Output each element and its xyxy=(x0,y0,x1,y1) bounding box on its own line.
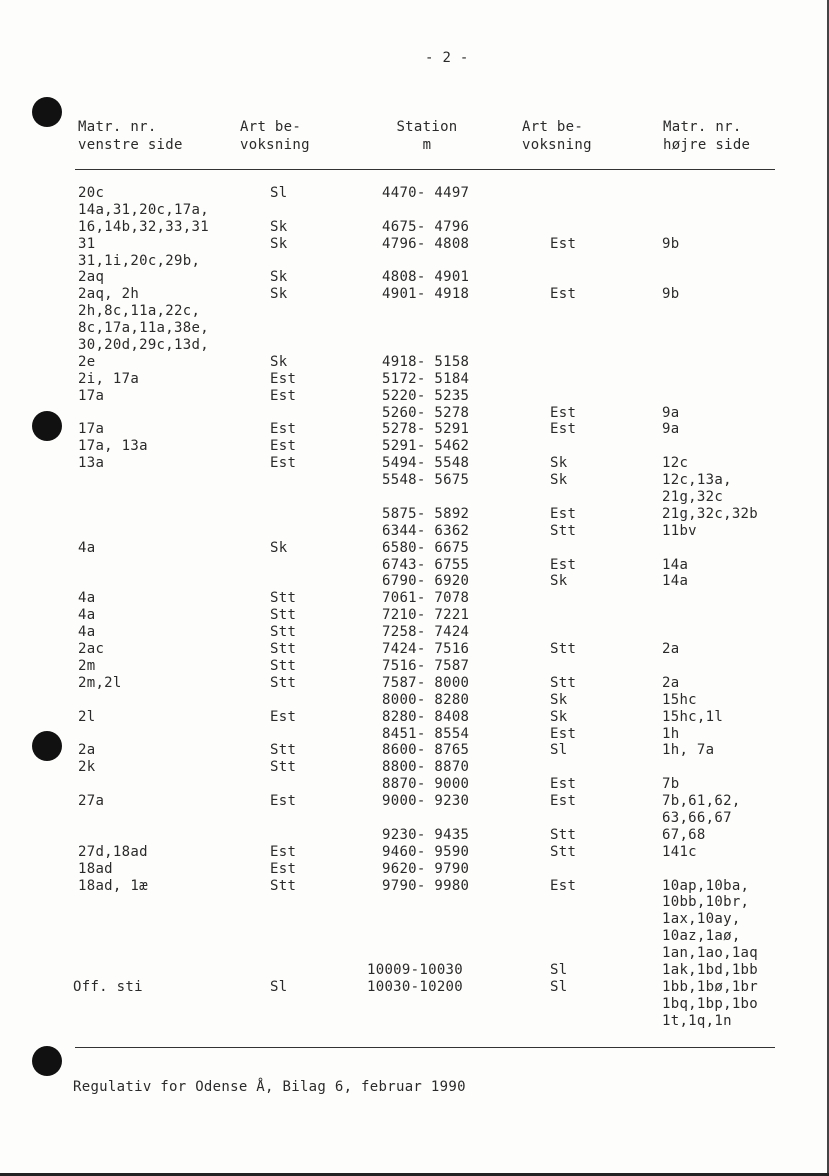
right-vegetation-cell: Est xyxy=(550,793,577,810)
station-cell: 9230- 9435 xyxy=(382,826,470,843)
left-vegetation-cell: Est xyxy=(270,421,297,438)
station-cell: 5494- 5548 xyxy=(382,455,470,472)
left-matr-cell: 18ad xyxy=(78,860,113,877)
station-cell: 6743- 6755 xyxy=(382,556,470,573)
table-row xyxy=(0,405,829,422)
right-vegetation-cell: Sl xyxy=(550,978,568,995)
table-row xyxy=(0,557,829,574)
left-matr-cell: 2l xyxy=(78,708,96,725)
station-cell: 4808- 4901 xyxy=(382,269,470,286)
left-matr-cell: 4a xyxy=(78,624,96,641)
header-col2: Art be- voksning xyxy=(240,119,310,153)
table-row xyxy=(0,253,829,270)
table-row xyxy=(0,624,829,641)
table-row xyxy=(0,269,829,286)
station-cell: 8600- 8765 xyxy=(382,742,470,759)
station-cell: 5172- 5184 xyxy=(382,370,470,387)
table-body xyxy=(0,185,829,1030)
right-vegetation-cell: Sk xyxy=(550,472,568,489)
station-cell: 4470- 4497 xyxy=(382,185,470,201)
table-row xyxy=(0,827,829,844)
right-matr-cell: 21g,32c,32b xyxy=(662,505,759,522)
right-matr-cell: 1h, 7a xyxy=(662,742,715,759)
table-row xyxy=(0,489,829,506)
station-cell: 7587- 8000 xyxy=(382,674,470,691)
left-vegetation-cell: Sk xyxy=(270,235,288,252)
table-row xyxy=(0,455,829,472)
left-matr-cell: 17a xyxy=(78,421,105,438)
footer-text: Regulativ for Odense Å, Bilag 6, februar 1990 xyxy=(73,1079,466,1095)
table-row xyxy=(0,692,829,709)
left-matr-cell: 2aq xyxy=(78,269,105,286)
right-matr-cell: 1ax,10ay, xyxy=(662,911,741,928)
right-vegetation-cell: Est xyxy=(550,877,577,894)
station-cell: 5548- 5675 xyxy=(382,472,470,489)
right-matr-cell: 10bb,10br, xyxy=(662,894,750,911)
header-col4: Art be- voksning xyxy=(522,119,592,153)
station-cell: 6790- 6920 xyxy=(382,573,470,590)
left-matr-cell: 20c xyxy=(78,185,105,201)
left-vegetation-cell: Est xyxy=(270,793,297,810)
table-row xyxy=(0,726,829,743)
left-matr-cell: 31 xyxy=(78,235,96,252)
right-matr-cell: 9a xyxy=(662,404,680,421)
right-vegetation-cell: Sl xyxy=(550,961,568,978)
station-cell: 8800- 8870 xyxy=(382,759,470,776)
left-vegetation-cell: Est xyxy=(270,387,297,404)
left-vegetation-cell: Sk xyxy=(270,286,288,303)
left-matr-cell: 2h,8c,11a,22c, xyxy=(78,303,201,320)
station-cell: 9460- 9590 xyxy=(382,843,470,860)
left-vegetation-cell: Stt xyxy=(270,674,297,691)
table-row xyxy=(0,742,829,759)
left-vegetation-cell: Est xyxy=(270,708,297,725)
left-matr-cell: 2ac xyxy=(78,641,105,658)
right-vegetation-cell: Stt xyxy=(550,522,577,539)
left-matr-cell: 2m xyxy=(78,657,96,674)
header-col5: Matr. nr. højre side xyxy=(663,119,751,153)
station-cell: 7424- 7516 xyxy=(382,641,470,658)
table-row xyxy=(0,641,829,658)
station-cell: 4796- 4808 xyxy=(382,235,470,252)
right-matr-cell: 141c xyxy=(662,843,697,860)
table-row xyxy=(0,962,829,979)
left-vegetation-cell: Stt xyxy=(270,759,297,776)
station-cell: 9000- 9230 xyxy=(382,793,470,810)
table-row xyxy=(0,219,829,236)
station-cell: 8870- 9000 xyxy=(382,776,470,793)
right-matr-cell: 1bb,1bø,1br xyxy=(662,978,759,995)
right-matr-cell: 1bq,1bp,1bo xyxy=(662,995,759,1012)
left-matr-cell: 14a,31,20c,17a, xyxy=(78,201,209,218)
right-vegetation-cell: Sl xyxy=(550,742,568,759)
right-matr-cell: 15hc xyxy=(662,691,697,708)
right-matr-cell: 2a xyxy=(662,674,680,691)
table-row xyxy=(0,844,829,861)
right-matr-cell: 1t,1q,1n xyxy=(662,1012,732,1029)
station-cell: 10009-10030 xyxy=(367,961,464,978)
right-matr-cell: 2a xyxy=(662,641,680,658)
right-vegetation-cell: Stt xyxy=(550,674,577,691)
right-matr-cell: 10az,1aø, xyxy=(662,928,741,945)
table-row xyxy=(0,185,829,202)
table-row xyxy=(0,945,829,962)
right-matr-cell: 9b xyxy=(662,286,680,303)
right-matr-cell: 67,68 xyxy=(662,826,706,843)
table-row xyxy=(0,202,829,219)
right-matr-cell: 1an,1ao,1aq xyxy=(662,945,759,962)
right-vegetation-cell: Sk xyxy=(550,691,568,708)
right-vegetation-cell: Est xyxy=(550,505,577,522)
station-cell: 8280- 8408 xyxy=(382,708,470,725)
station-cell: 7210- 7221 xyxy=(382,607,470,624)
left-matr-cell: 27d,18ad xyxy=(78,843,148,860)
table-row xyxy=(0,894,829,911)
left-matr-cell: 17a, 13a xyxy=(78,438,148,455)
left-vegetation-cell: Est xyxy=(270,370,297,387)
left-vegetation-cell: Est xyxy=(270,455,297,472)
table-row xyxy=(0,540,829,557)
right-matr-cell: 15hc,1l xyxy=(662,708,724,725)
left-matr-cell: 13a xyxy=(78,455,105,472)
punch-hole-4 xyxy=(32,1046,62,1076)
left-matr-cell: 30,20d,29c,13d, xyxy=(78,337,209,354)
left-vegetation-cell: Sl xyxy=(270,978,288,995)
left-vegetation-cell: Sk xyxy=(270,269,288,286)
right-vegetation-cell: Stt xyxy=(550,641,577,658)
right-vegetation-cell: Est xyxy=(550,776,577,793)
left-matr-cell: 4a xyxy=(78,590,96,607)
left-matr-cell: 4a xyxy=(78,539,96,556)
left-vegetation-cell: Stt xyxy=(270,624,297,641)
left-matr-cell: 16,14b,32,33,31 xyxy=(78,218,209,235)
footer-rule xyxy=(75,1047,775,1048)
right-vegetation-cell: Stt xyxy=(550,843,577,860)
left-matr-cell: 2i, 17a xyxy=(78,370,140,387)
header-col1: Matr. nr. venstre side xyxy=(78,119,183,153)
station-cell: 9790- 9980 xyxy=(382,877,470,894)
left-vegetation-cell: Stt xyxy=(270,590,297,607)
table-row xyxy=(0,911,829,928)
right-vegetation-cell: Sk xyxy=(550,455,568,472)
right-vegetation-cell: Est xyxy=(550,286,577,303)
header-col3: Station m xyxy=(396,119,458,153)
table-row xyxy=(0,354,829,371)
table-row xyxy=(0,709,829,726)
left-vegetation-cell: Est xyxy=(270,843,297,860)
station-cell: 7061- 7078 xyxy=(382,590,470,607)
punch-hole-1 xyxy=(32,97,62,127)
station-cell: 5875- 5892 xyxy=(382,505,470,522)
table-row xyxy=(0,979,829,996)
table-row xyxy=(0,878,829,895)
right-vegetation-cell: Sk xyxy=(550,708,568,725)
left-vegetation-cell: Sl xyxy=(270,185,288,201)
right-matr-cell: 9b xyxy=(662,235,680,252)
left-matr-cell: 27a xyxy=(78,793,105,810)
right-matr-cell: 9a xyxy=(662,421,680,438)
left-matr-cell: 2k xyxy=(78,759,96,776)
station-cell: 8451- 8554 xyxy=(382,725,470,742)
station-cell: 4918- 5158 xyxy=(382,353,470,370)
left-matr-cell: 31,1i,20c,29b, xyxy=(78,252,201,269)
station-cell: 7516- 7587 xyxy=(382,657,470,674)
table-row xyxy=(0,472,829,489)
left-vegetation-cell: Stt xyxy=(270,641,297,658)
right-vegetation-cell: Est xyxy=(550,421,577,438)
right-matr-cell: 7b,61,62, xyxy=(662,793,741,810)
left-vegetation-cell: Sk xyxy=(270,539,288,556)
left-matr-cell: 2e xyxy=(78,353,96,370)
table-row xyxy=(0,675,829,692)
right-matr-cell: 1ak,1bd,1bb xyxy=(662,961,759,978)
table-row xyxy=(0,776,829,793)
right-vegetation-cell: Est xyxy=(550,725,577,742)
table-row xyxy=(0,861,829,878)
left-vegetation-cell: Stt xyxy=(270,877,297,894)
left-matr-cell: 17a xyxy=(78,387,105,404)
table-row xyxy=(0,236,829,253)
right-matr-cell: 14a xyxy=(662,556,689,573)
right-vegetation-cell: Stt xyxy=(550,826,577,843)
left-matr-cell: 8c,17a,11a,38e, xyxy=(78,320,209,337)
right-matr-cell: 12c,13a, xyxy=(662,472,732,489)
station-cell: 5260- 5278 xyxy=(382,404,470,421)
left-vegetation-cell: Sk xyxy=(270,353,288,370)
table-row xyxy=(0,590,829,607)
header-rule xyxy=(75,169,775,170)
station-cell: 9620- 9790 xyxy=(382,860,470,877)
right-vegetation-cell: Est xyxy=(550,404,577,421)
left-vegetation-cell: Stt xyxy=(270,742,297,759)
left-matr-cell: 4a xyxy=(78,607,96,624)
table-row xyxy=(0,996,829,1013)
table-row xyxy=(0,607,829,624)
station-cell: 5291- 5462 xyxy=(382,438,470,455)
left-vegetation-cell: Stt xyxy=(270,607,297,624)
right-matr-cell: 14a xyxy=(662,573,689,590)
left-vegetation-cell: Est xyxy=(270,438,297,455)
right-matr-cell: 7b xyxy=(662,776,680,793)
right-matr-cell: 1h xyxy=(662,725,680,742)
left-matr-cell: 2a xyxy=(78,742,96,759)
right-matr-cell: 10ap,10ba, xyxy=(662,877,750,894)
table-row xyxy=(0,506,829,523)
table-row xyxy=(0,573,829,590)
left-vegetation-cell: Stt xyxy=(270,657,297,674)
right-matr-cell: 11bv xyxy=(662,522,697,539)
station-cell: 6344- 6362 xyxy=(382,522,470,539)
page-number: - 2 - xyxy=(425,50,469,66)
table-row xyxy=(0,810,829,827)
station-cell: 5278- 5291 xyxy=(382,421,470,438)
left-matr-cell: Off. sti xyxy=(73,978,143,995)
table-row xyxy=(0,388,829,405)
right-matr-cell: 63,66,67 xyxy=(662,809,732,826)
table-row xyxy=(0,371,829,388)
station-cell: 4675- 4796 xyxy=(382,218,470,235)
table-row xyxy=(0,320,829,337)
left-matr-cell: 2aq, 2h xyxy=(78,286,140,303)
table-row xyxy=(0,1013,829,1030)
left-matr-cell: 2m,2l xyxy=(78,674,122,691)
station-cell: 6580- 6675 xyxy=(382,539,470,556)
left-matr-cell: 18ad, 1æ xyxy=(78,877,148,894)
left-vegetation-cell: Sk xyxy=(270,218,288,235)
left-vegetation-cell: Est xyxy=(270,860,297,877)
table-row xyxy=(0,303,829,320)
table-row xyxy=(0,793,829,810)
right-matr-cell: 21g,32c xyxy=(662,489,724,506)
station-cell: 5220- 5235 xyxy=(382,387,470,404)
right-matr-cell: 12c xyxy=(662,455,689,472)
station-cell: 10030-10200 xyxy=(367,978,464,995)
station-cell: 8000- 8280 xyxy=(382,691,470,708)
right-vegetation-cell: Est xyxy=(550,556,577,573)
station-cell: 7258- 7424 xyxy=(382,624,470,641)
table-row xyxy=(0,658,829,675)
right-vegetation-cell: Sk xyxy=(550,573,568,590)
table-row xyxy=(0,928,829,945)
table-row xyxy=(0,523,829,540)
table-row xyxy=(0,286,829,303)
table-row xyxy=(0,438,829,455)
station-cell: 4901- 4918 xyxy=(382,286,470,303)
table-row xyxy=(0,759,829,776)
table-row xyxy=(0,421,829,438)
right-vegetation-cell: Est xyxy=(550,235,577,252)
table-row xyxy=(0,337,829,354)
